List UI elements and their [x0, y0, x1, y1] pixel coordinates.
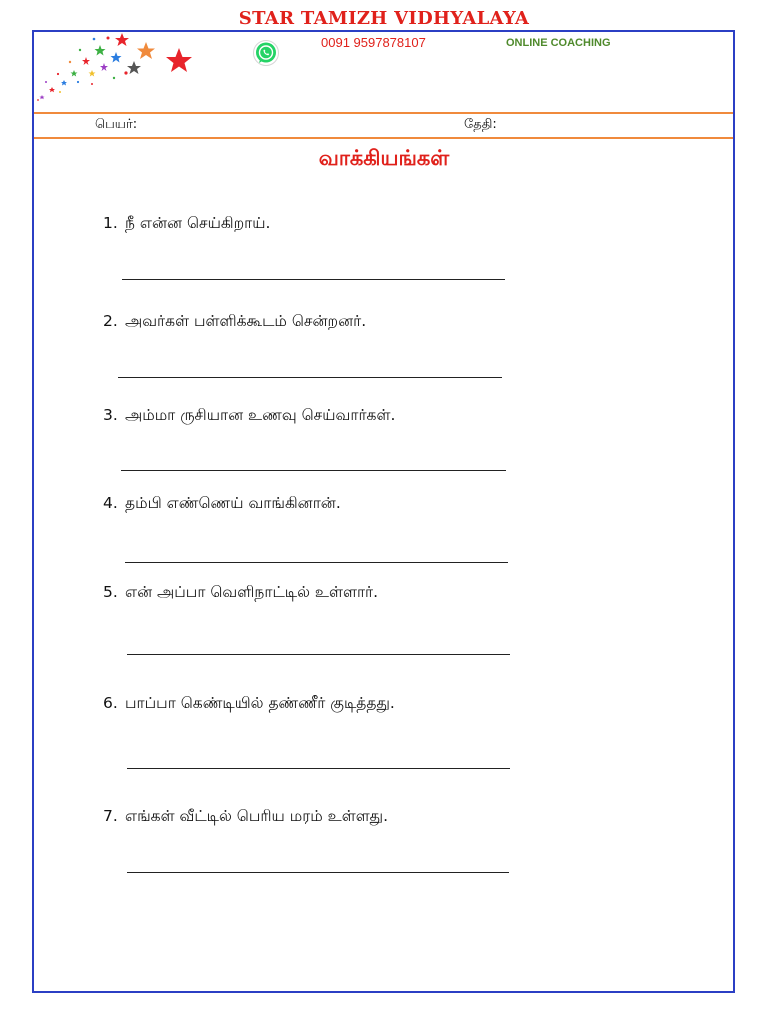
- question-6: [103, 694, 395, 714]
- header-divider-bottom: [34, 137, 733, 139]
- date-label: தேதி:: [464, 117, 497, 132]
- question-3: [103, 406, 395, 426]
- answer-line-4[interactable]: [125, 562, 508, 563]
- answer-line-6[interactable]: [127, 768, 510, 769]
- question-2: [103, 312, 366, 332]
- question-number: 4.: [103, 494, 118, 512]
- question-number: 6.: [103, 694, 118, 712]
- phone-number: 0091 9597878107: [321, 35, 426, 50]
- question-4: [103, 494, 341, 514]
- question-1: [103, 214, 270, 234]
- question-text: அவர்கள் பள்ளிக்கூடம் சென்றனர்.: [125, 312, 367, 330]
- question-number: 7.: [103, 807, 118, 825]
- question-text: பாப்பா கெண்டியில் தண்ணீர் குடித்தது.: [125, 694, 395, 712]
- header-divider-top: [34, 112, 733, 114]
- question-number: 3.: [103, 406, 118, 424]
- question-7: [103, 807, 388, 827]
- online-coaching-label: ONLINE COACHING: [506, 37, 611, 49]
- answer-line-3[interactable]: [121, 470, 506, 471]
- question-number: 5.: [103, 583, 118, 601]
- answer-line-2[interactable]: [118, 377, 502, 378]
- question-number: 1.: [103, 214, 118, 232]
- question-text: நீ என்ன செய்கிறாய்.: [125, 214, 271, 232]
- name-label: பெயர்:: [95, 117, 138, 132]
- whatsapp-icon: [251, 38, 281, 68]
- stars-decoration-icon: [34, 30, 204, 102]
- question-number: 2.: [103, 312, 118, 330]
- answer-line-1[interactable]: [122, 279, 505, 280]
- answer-line-5[interactable]: [127, 654, 510, 655]
- question-text: எங்கள் வீட்டில் பெரிய மரம் உள்ளது.: [125, 807, 389, 825]
- worksheet-title: வாக்கியங்கள்: [318, 146, 450, 170]
- school-name: STAR TAMIZH VIDHYALAYA: [238, 8, 530, 29]
- question-5: [103, 583, 378, 603]
- question-text: தம்பி எண்ணெய் வாங்கினான்.: [125, 494, 341, 512]
- answer-line-7[interactable]: [127, 872, 509, 873]
- question-text: அம்மா ருசியான உணவு செய்வார்கள்.: [125, 406, 396, 424]
- question-text: என் அப்பா வெளிநாட்டில் உள்ளார்.: [125, 583, 379, 601]
